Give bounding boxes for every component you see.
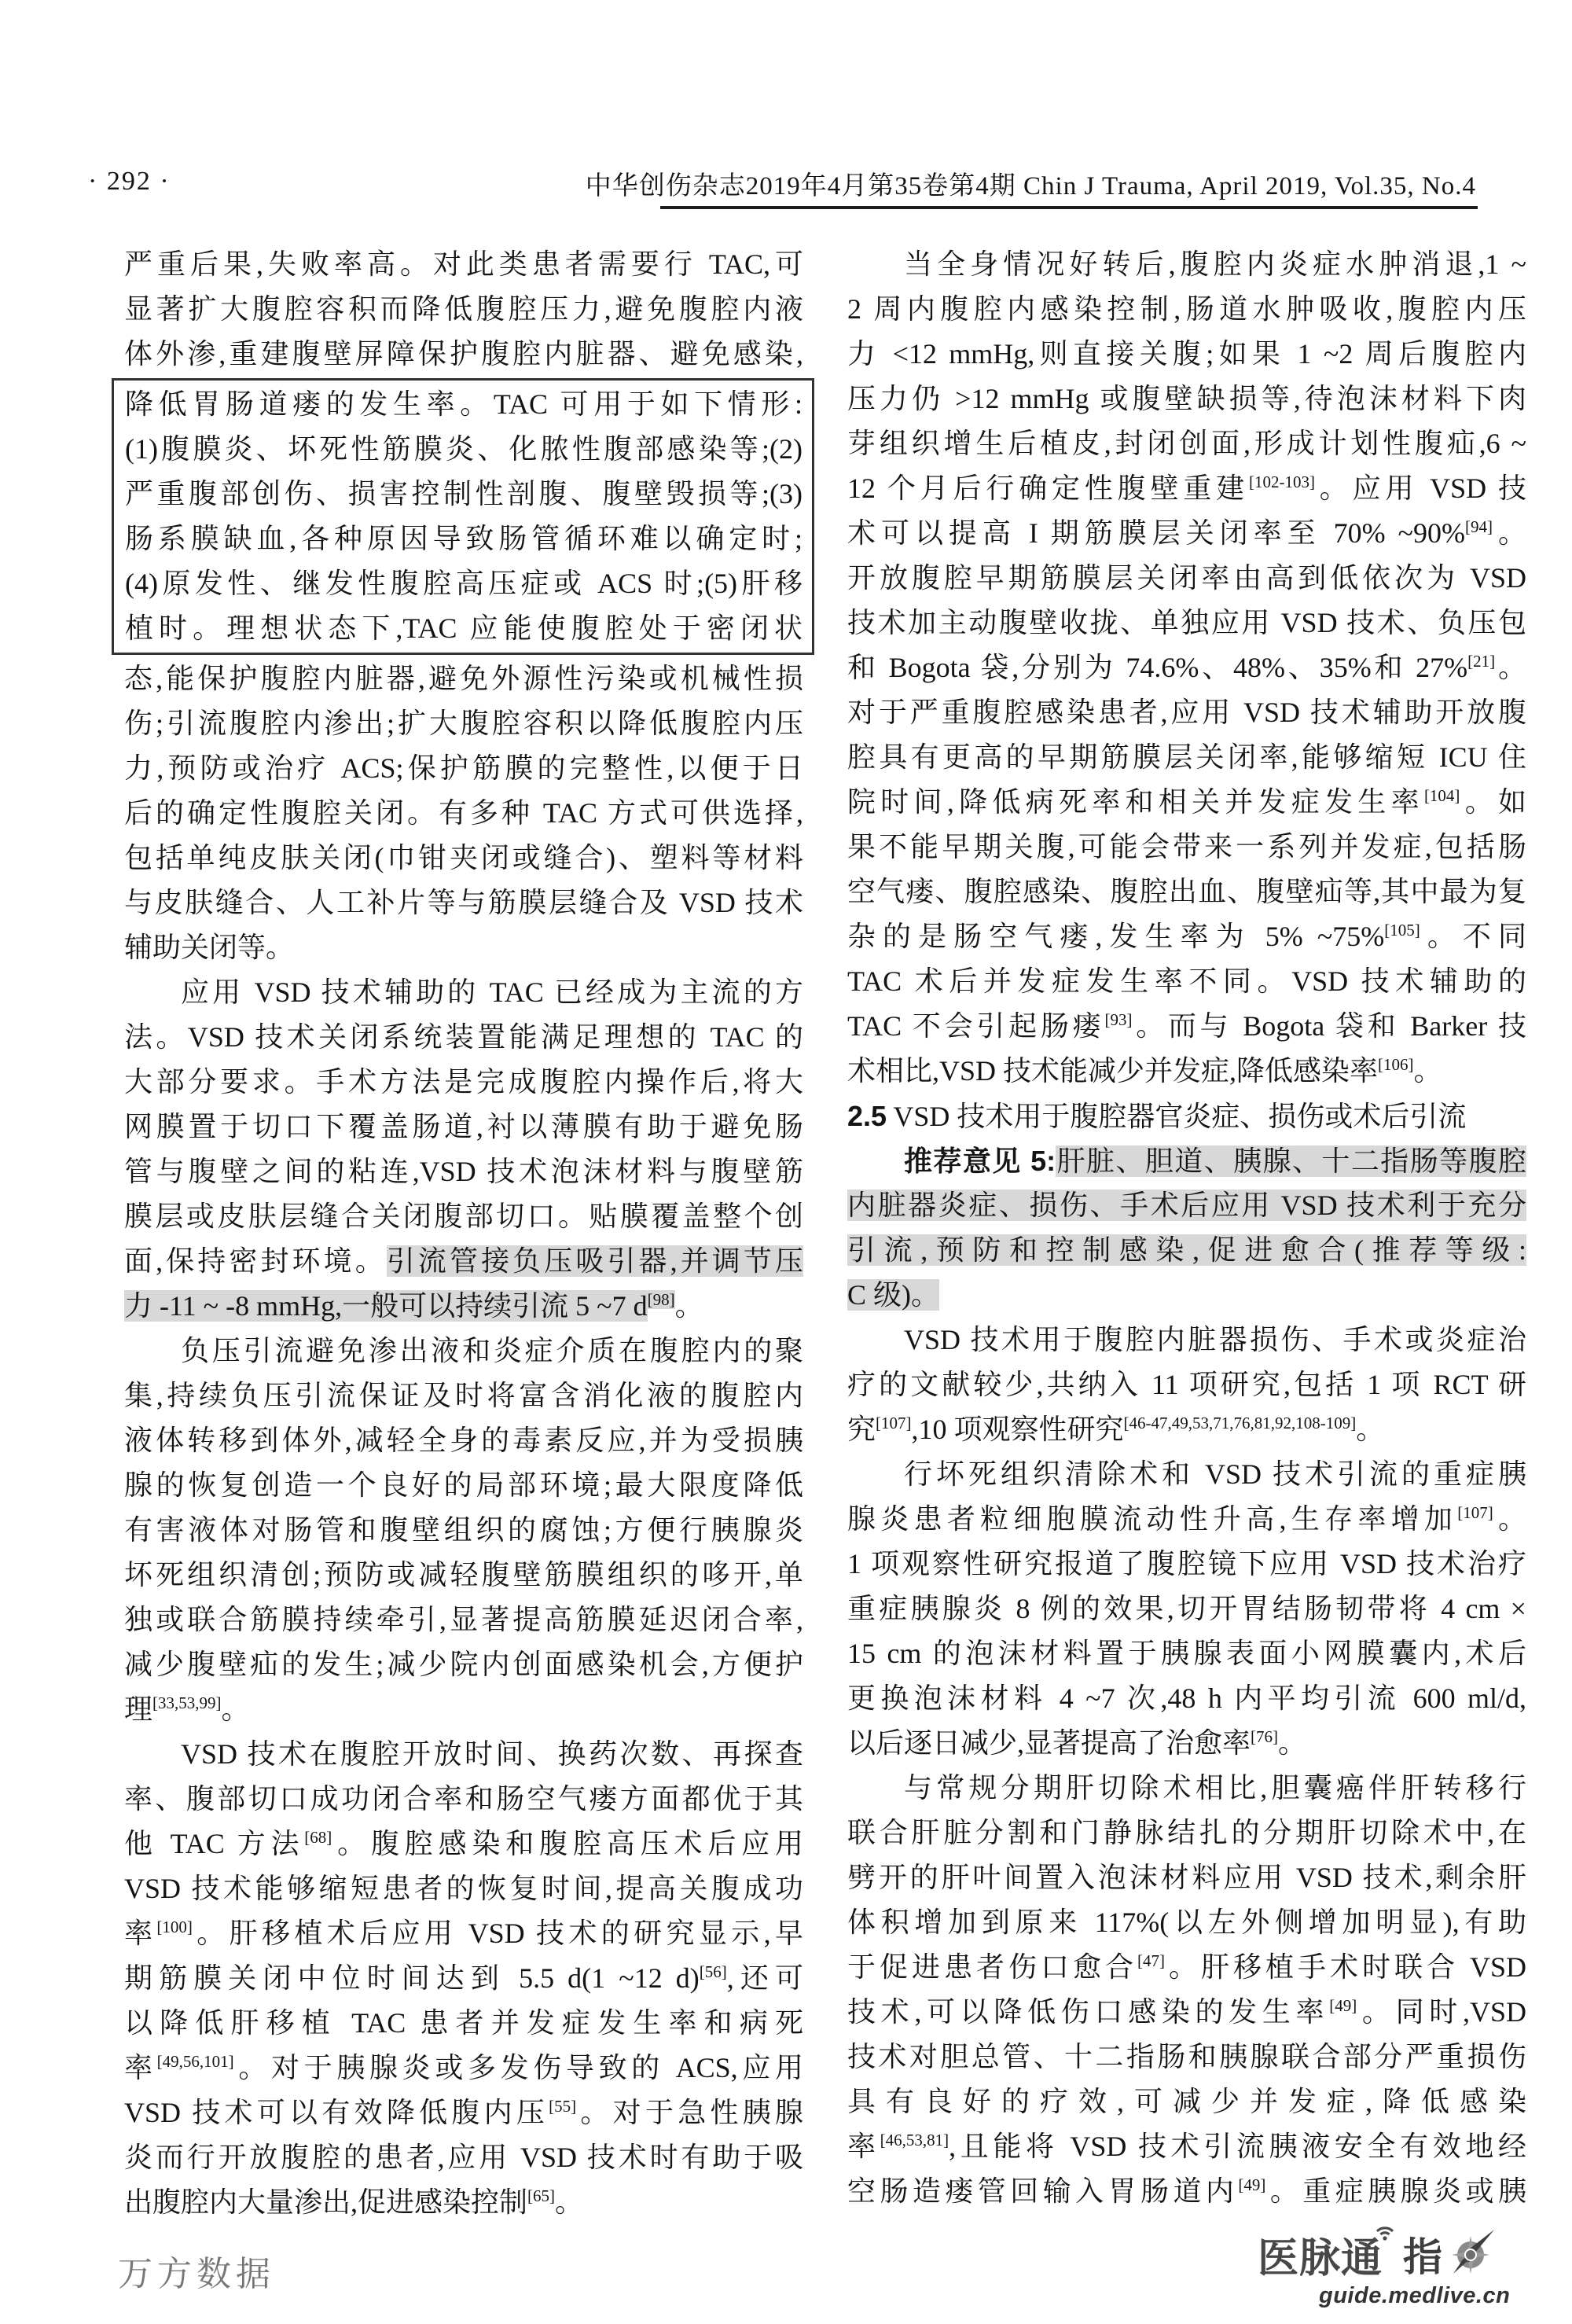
text-line (124, 1418, 803, 1463)
reference-superscript: [49] (1329, 1996, 1357, 2015)
reference-superscript: [21] (1467, 652, 1496, 671)
text-line (124, 1463, 803, 1508)
text-segment: VSD 技术在腹腔开放时间、换药次数、再探查 (181, 1738, 803, 1770)
text-line (847, 1990, 1526, 2035)
text-line (847, 2169, 1526, 2214)
text-line (124, 881, 803, 925)
text-line (847, 1945, 1526, 1990)
text-line (124, 2135, 803, 2180)
text-segment: 具有良好的疗效,可减少并发症,降低感染 (847, 2086, 1526, 2117)
reference-superscript: [105] (1384, 921, 1420, 940)
medlive-url: guide.medlive.cn (1319, 2283, 1511, 2308)
text-segment: VSD 技术用于腹腔器官炎症、损伤或术后引流 (887, 1101, 1467, 1132)
text-line (847, 2124, 1526, 2169)
reference-superscript: [68] (304, 1828, 332, 1847)
text-segment: 后的确定性腹腔关闭。有多种 TAC 方式可供选择, (124, 797, 803, 829)
text-segment: 。 (1493, 517, 1526, 549)
text-line (124, 2180, 803, 2225)
text-line (847, 825, 1526, 870)
text-segment: ,10 项观察性研究 (911, 1414, 1124, 1445)
text-line (847, 242, 1526, 287)
text-segment: 引流,预防和控制感染,促进愈合(推荐等级: (847, 1234, 1526, 1266)
text-line (124, 1015, 803, 1060)
text-segment: 应用 VSD 技术辅助的 TAC 已经成为主流的方 (181, 976, 803, 1008)
text-segment: 12 个月后行确定性腹壁重建 (847, 473, 1249, 504)
text-segment: (1)腹膜炎、坏死性筋膜炎、化脓性腹部感染等;(2) (125, 433, 803, 465)
text-segment: 。而与 Bogota 袋和 Barker 技 (1132, 1010, 1526, 1042)
text-segment: ,且能将 VSD 技术引流胰液安全有效地经 (949, 2131, 1526, 2162)
text-segment: 。 (1495, 652, 1526, 683)
tac-indications-box (112, 378, 814, 655)
text-line (124, 1239, 803, 1284)
text-segment: 2 周内腹腔内感染控制,肠道水肿吸收,腹腔内压 (847, 293, 1526, 325)
text-segment: 态,能保护腹腔内脏器,避免外源性污染或机械性损 (124, 663, 803, 694)
text-segment: 管与腹壁之间的粘连,VSD 技术泡沫材料与腹壁筋 (124, 1156, 803, 1187)
reference-superscript: [98] (647, 1290, 675, 1309)
text-line (125, 606, 803, 651)
text-segment: 压力仍 >12 mmHg 或腹壁缺损等,待泡沫材料下肉 (847, 383, 1526, 414)
text-segment: 炎而行开放腹腔的患者,应用 VSD 技术时有助于吸 (124, 2142, 803, 2173)
reference-superscript: [33,53,99] (152, 1693, 222, 1712)
text-line (124, 1149, 803, 1194)
text-line (847, 1855, 1526, 1900)
text-segment: 率 (124, 2052, 157, 2083)
guide-char: 指 (1403, 2235, 1443, 2279)
text-line (124, 1373, 803, 1418)
text-segment: 大部分要求。手术方法是完成腹腔内操作后,将大 (124, 1066, 803, 1098)
text-segment: 力 -11 ~ -8 mmHg,一般可以持续引流 5 ~7 d (124, 1290, 648, 1322)
text-line (125, 517, 803, 561)
text-line (847, 645, 1526, 690)
text-line (847, 511, 1526, 556)
text-line (847, 1811, 1526, 1855)
text-segment: 辅助关闭等。 (124, 932, 295, 963)
text-line (847, 1542, 1526, 1587)
text-segment: 更换泡沫材料 4 ~7 次,48 h 内平均引流 600 ml/d, (847, 1682, 1526, 1714)
text-line (847, 1452, 1526, 1497)
text-line (847, 959, 1526, 1004)
text-line (124, 746, 803, 791)
text-segment: 行坏死组织清除术和 VSD 技术引流的重症胰 (904, 1458, 1526, 1490)
text-segment: 。 (674, 1290, 703, 1322)
text-line (124, 1508, 803, 1553)
text-segment: (4)原发性、继发性腹腔高压症或 ACS 时;(5)肝移 (125, 568, 803, 599)
text-line (847, 332, 1526, 377)
text-line (847, 870, 1526, 914)
text-segment: VSD 技术能够缩短患者的恢复时间,提高关腹成功 (124, 1873, 803, 1904)
text-segment: 集,持续负压引流保证及时将富含消化液的腹腔内 (124, 1380, 803, 1411)
text-segment: TAC 术后并发症发生率不同。VSD 技术辅助的 (847, 965, 1526, 997)
text-segment: 显著扩大腹腔容积而降低腹腔压力,避免腹腔内液 (124, 293, 803, 325)
text-line (124, 1642, 803, 1687)
text-line (847, 2079, 1526, 2124)
text-segment: 率 (847, 2131, 880, 2162)
text-segment: 2.5 (847, 1100, 887, 1132)
text-segment: 。 (221, 1693, 250, 1725)
text-line (124, 970, 803, 1015)
text-line (847, 421, 1526, 466)
text-line (847, 377, 1526, 421)
text-segment: 体外渗,重建腹壁屏障保护腹腔内脏器、避免感染, (124, 338, 803, 370)
text-segment: 究 (847, 1414, 876, 1445)
reference-superscript: [49,56,101] (156, 2052, 234, 2071)
text-line (124, 836, 803, 881)
text-segment: 技术,可以降低伤口感染的发生率 (847, 1996, 1330, 2028)
text-line (124, 1732, 803, 1777)
text-line (847, 1004, 1526, 1049)
text-segment: 。 (1493, 1503, 1526, 1535)
text-line (124, 2046, 803, 2090)
text-segment: 术可以提高 I 期筋膜层关闭率至 70% ~90% (847, 517, 1465, 549)
wanfang-watermark: 万方数据 (118, 2255, 275, 2293)
text-line (124, 1105, 803, 1149)
text-segment: 联合肝脏分割和门静脉结扎的分期肝切除术中,在 (847, 1817, 1526, 1848)
text-segment: VSD 技术用于腹腔内脏器损伤、手术或炎症治 (904, 1324, 1526, 1355)
text-segment: 理 (124, 1693, 153, 1725)
reference-superscript: [100] (156, 1918, 193, 1936)
text-segment: 。对于急性胰腺 (576, 2097, 803, 2128)
text-segment: TAC 不会引起肠瘘 (847, 1010, 1105, 1042)
text-segment: 果不能早期关腹,可能会带来一系列并发症,包括肠 (847, 831, 1526, 862)
reference-superscript: [106] (1378, 1055, 1414, 1074)
text-segment: 腔具有更高的早期筋膜层关闭率,能够缩短 ICU 住 (847, 741, 1526, 773)
text-segment: 于促进患者伤口愈合 (847, 1951, 1137, 1983)
text-segment: VSD 技术可以有效降低腹内压 (124, 2097, 549, 2128)
text-line (124, 1777, 803, 1822)
text-line (125, 382, 803, 427)
text-segment: 有害液体对肠管和腹壁组织的腐蚀;方便行胰腺炎 (124, 1514, 803, 1546)
medlive-logo-row (1258, 2230, 1541, 2282)
text-line (847, 1049, 1526, 1094)
text-line (847, 1318, 1526, 1362)
text-line (847, 466, 1526, 511)
text-line (847, 1273, 1526, 1318)
text-segment: 法。VSD 技术关闭系统装置能满足理想的 TAC 的 (124, 1021, 803, 1053)
reference-superscript: [102-103] (1248, 473, 1315, 491)
text-segment: 率、腹部切口成功闭合率和肠空气瘘方面都优于其 (124, 1783, 803, 1815)
text-segment: 院时间,降低病死率和相关并发症发生率 (847, 786, 1424, 818)
reference-superscript: [107] (1457, 1503, 1493, 1522)
text-segment: 。 (1278, 1727, 1307, 1759)
reference-superscript: [76] (1251, 1727, 1279, 1746)
text-segment: 网膜置于切口下覆盖肠道,衬以薄膜有助于避免肠 (124, 1111, 803, 1142)
text-segment: 。 (555, 2186, 584, 2218)
text-line (124, 2090, 803, 2135)
text-segment: 肠系膜缺血,各种原因导致肠管循环难以确定时; (125, 523, 803, 554)
text-line (124, 287, 803, 332)
text-line (847, 1407, 1526, 1452)
text-line (847, 1138, 1526, 1183)
text-segment: 。肝移植术后应用 VSD 技术的研究显示,早 (192, 1918, 803, 1949)
text-line (847, 1497, 1526, 1542)
text-segment: 15 cm 的泡沫材料置于胰腺表面小网膜囊内,术后 (847, 1638, 1526, 1669)
text-segment: 。 (1356, 1414, 1385, 1445)
text-segment: 以降低肝移植 TAC 患者并发症发生率和病死 (124, 2007, 803, 2039)
text-line (847, 690, 1526, 735)
text-line (847, 1228, 1526, 1273)
text-line (124, 1329, 803, 1373)
text-segment: 内脏器炎症、损伤、手术后应用 VSD 技术利于充分 (847, 1190, 1526, 1221)
text-segment: C 级)。 (847, 1279, 940, 1311)
text-line (125, 561, 803, 606)
text-line (847, 1900, 1526, 1945)
header-rule (660, 206, 1478, 209)
text-segment: 空肠造瘘管回输入胃肠道内 (847, 2175, 1239, 2207)
text-line (847, 780, 1526, 825)
text-segment: 肝脏、胆道、胰腺、十二指肠等腹腔 (1056, 1145, 1526, 1177)
text-line (125, 427, 803, 472)
text-line (847, 1362, 1526, 1407)
text-segment: 。肝移植手术时联合 VSD (1164, 1951, 1526, 1983)
text-line (124, 1060, 803, 1105)
text-segment: 出腹腔内大量渗出,促进感染控制 (124, 2186, 528, 2218)
text-segment: 以后逐日减少,显著提高了治愈率 (847, 1727, 1251, 1759)
text-segment: 严重腹部创伤、损害控制性剖腹、腹壁毁损等;(3) (125, 478, 803, 509)
reference-superscript: [47] (1137, 1951, 1165, 1970)
text-segment: 减少腹壁疝的发生;减少院内创面感染机会,方便护 (124, 1649, 803, 1680)
reference-superscript: [46,53,81] (880, 2131, 949, 2149)
text-line (847, 735, 1526, 780)
text-segment: 他 TAC 方法 (124, 1828, 305, 1859)
text-segment: ,还可 (726, 1962, 803, 1994)
text-line (847, 914, 1526, 959)
text-line (124, 1687, 803, 1732)
reference-superscript: [49] (1238, 2175, 1266, 2194)
text-line (124, 1194, 803, 1239)
text-segment: 和 Bogota 袋,分别为 74.6%、48%、35%和 27% (847, 652, 1468, 683)
text-segment: 植时。理想状态下,TAC 应能使腹腔处于密闭状 (125, 612, 803, 644)
journal-header: 中华创伤杂志2019年4月第35卷第4期 Chin J Trauma, April 2019, Vol.35, No.4 (585, 172, 1476, 200)
text-segment: 体积增加到原来 117%(以左外侧增加明显),有助 (847, 1907, 1526, 1938)
text-segment: 率 (124, 1918, 157, 1949)
text-segment: 重症胰腺炎 8 例的效果,切开胃结肠韧带将 4 cm × (847, 1593, 1526, 1624)
text-segment: 期筋膜关闭中位时间达到 5.5 d(1 ~12 d) (124, 1962, 700, 1994)
reference-superscript: [65] (527, 2186, 556, 2205)
reference-superscript: [93] (1104, 1010, 1133, 1029)
text-line (124, 1911, 803, 1956)
text-line (847, 601, 1526, 645)
reference-superscript: [104] (1423, 786, 1460, 805)
text-segment: 独或联合筋膜持续牵引,显著提高筋膜延迟闭合率, (124, 1604, 803, 1635)
text-segment: 与常规分期肝切除术相比,胆囊癌伴肝转移行 (904, 1772, 1526, 1804)
text-segment: 。不同 (1420, 921, 1526, 952)
text-segment: 面,保持密封环境。 (124, 1245, 387, 1277)
text-segment: 降低胃肠道瘘的发生率。TAC 可用于如下情形: (125, 388, 803, 420)
text-line (125, 472, 803, 517)
text-segment: 术相比,VSD 技术能减少并发症,降低感染率 (847, 1055, 1379, 1087)
text-segment: 液体转移到体外,减轻全身的毒素反应,并为受损胰 (124, 1425, 803, 1456)
text-line (124, 1866, 803, 1911)
text-line (847, 287, 1526, 332)
text-line (847, 1766, 1526, 1811)
reference-superscript: [107] (876, 1414, 912, 1432)
text-segment: 。 (1413, 1055, 1442, 1087)
text-line (124, 1284, 803, 1329)
text-line (124, 791, 803, 836)
text-segment: 坏死组织清创;预防或减轻腹壁筋膜组织的哆开,单 (124, 1559, 803, 1590)
text-segment: 。应用 VSD 技 (1314, 473, 1526, 504)
text-segment: 。同时,VSD (1357, 1996, 1526, 2028)
text-segment: 技术对胆总管、十二指肠和胰腺联合部分严重损伤 (847, 2041, 1526, 2072)
text-segment: 。对于胰腺炎或多发伤导致的 ACS,应用 (233, 2052, 803, 2083)
text-segment: 力,预防或治疗 ACS;保护筋膜的完整性,以便于日 (124, 752, 803, 784)
compass-icon (1445, 2228, 1497, 2281)
text-line (847, 1183, 1526, 1228)
text-line (124, 2001, 803, 2046)
text-line (847, 1631, 1526, 1676)
page-number: · 292 · (88, 167, 171, 196)
text-segment: 腺炎患者粒细胞膜流动性升高,生存率增加 (847, 1503, 1458, 1535)
text-segment: 空气瘘、腹腔感染、腹腔出血、腹壁疝等,其中最为复 (847, 876, 1526, 907)
text-line (124, 332, 803, 377)
text-segment: 。腹腔感染和腹腔高压术后应用 (332, 1828, 803, 1859)
text-line (847, 1094, 1526, 1138)
text-line (124, 656, 803, 701)
text-line (124, 1822, 803, 1866)
text-segment: 杂的是肠空气瘘,发生率为 5% ~75% (847, 921, 1385, 952)
medlive-logo (1258, 2230, 1541, 2309)
text-segment: 腺的恢复创造一个良好的局部环境;最大限度降低 (124, 1469, 803, 1501)
text-line (847, 2035, 1526, 2079)
text-line (847, 1587, 1526, 1631)
text-segment: 负压引流避免渗出液和炎症介质在腹腔内的聚 (181, 1335, 803, 1366)
text-line (124, 701, 803, 746)
text-line (847, 556, 1526, 601)
text-segment: 。重症胰腺炎或胰 (1265, 2175, 1526, 2207)
text-segment: 1 项观察性研究报道了腹腔镜下应用 VSD 技术治疗 (847, 1548, 1526, 1579)
text-line (124, 242, 803, 287)
text-segment: 包括单纯皮肤关闭(巾钳夹闭或缝合)、塑料等材料 (124, 842, 803, 873)
text-segment: 推荐意见 5: (904, 1145, 1056, 1177)
text-segment: 疗的文献较少,共纳入 11 项研究,包括 1 项 RCT 研 (847, 1369, 1526, 1400)
text-segment: 当全身情况好转后,腹腔内炎症水肿消退,1 ~ (904, 248, 1526, 280)
text-segment: 伤;引流腹腔内渗出;扩大腹腔容积以降低腹腔内压 (124, 708, 803, 739)
text-segment: 严重后果,失败率高。对此类患者需要行 TAC,可 (124, 248, 803, 280)
text-segment: 技术加主动腹壁收拢、单独应用 VSD 技术、负压包 (847, 607, 1526, 638)
text-segment: 膜层或皮肤层缝合关闭腹部切口。贴膜覆盖整个创 (124, 1201, 803, 1232)
reference-superscript: [55] (549, 2097, 577, 2116)
text-segment: 与皮肤缝合、人工补片等与筋膜层缝合及 VSD 技术 (124, 887, 803, 918)
text-segment: 对于严重腹腔感染患者,应用 VSD 技术辅助开放腹 (847, 697, 1526, 728)
text-segment: 力 <12 mmHg,则直接关腹;如果 1 ~2 周后腹腔内 (847, 338, 1526, 370)
wifi-icon (1374, 2220, 1401, 2245)
text-segment: 开放腹腔早期筋膜层关闭率由高到低依次为 VSD (847, 562, 1526, 594)
medlive-brand-text: 医脉通 (1258, 2235, 1383, 2282)
text-segment: 芽组织增生后植皮,封闭创面,形成计划性腹疝,6 ~ (847, 428, 1526, 459)
left-column (124, 242, 803, 2225)
reference-superscript: [56] (699, 1962, 727, 1981)
reference-superscript: [94] (1465, 517, 1493, 536)
text-segment: 引流管接负压吸引器,并调节压 (386, 1245, 803, 1277)
text-line (124, 1598, 803, 1642)
text-segment: 劈开的肝叶间置入泡沫材料应用 VSD 技术,剩余肝 (847, 1862, 1526, 1893)
text-segment: 。如 (1460, 786, 1526, 818)
text-line (124, 925, 803, 970)
text-line (124, 1956, 803, 2001)
text-line (124, 1553, 803, 1598)
text-line (847, 1676, 1526, 1721)
reference-superscript: [46-47,49,53,71,76,81,92,108-109] (1123, 1414, 1357, 1432)
right-column (847, 242, 1526, 2214)
text-line (847, 1721, 1526, 1766)
